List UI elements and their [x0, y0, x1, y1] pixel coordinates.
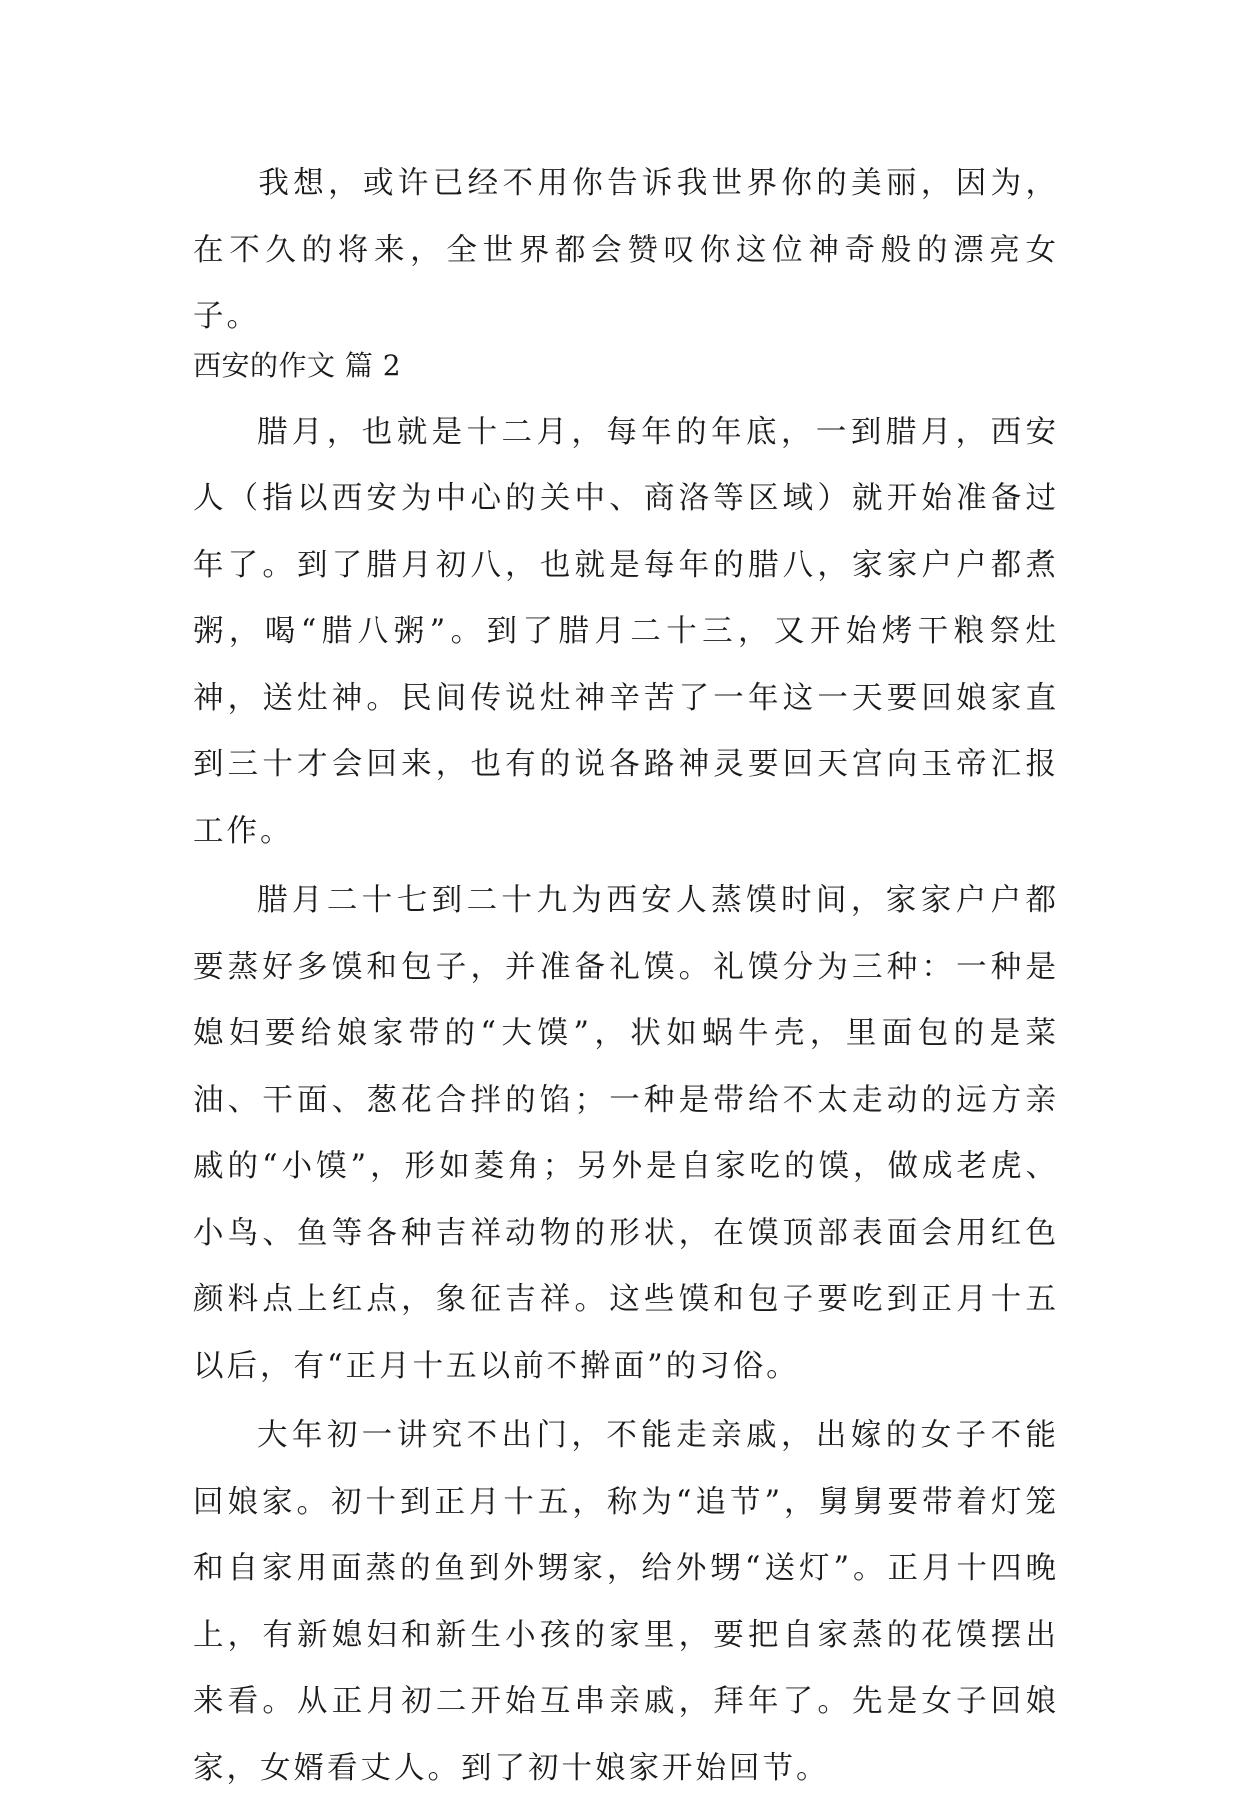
section-title: 西安的作文 篇 2 [193, 349, 402, 382]
paragraph-2: 腊月二十七到二十九为西安人蒸馍时间，家家户户都要蒸好多馍和包子，并准备礼馍。礼馍分为三种：一种是媳妇要给娘家带的“大馍”，状如蜗牛壳，里面包的是菜油、干面、葱花合拌的馅；一种是带给不太走动的远方亲戚的“小馍”，形如菱角；另外是自家吃的馍，做成老虎、小鸟、鱼等各种吉祥动物的形状，在馍顶部表面会用红色颜料点上红点，象征吉祥。这些馍和包子要吃到正月十五以后，有“正月十五以前不擀面”的习俗。 [193, 883, 1059, 1384]
essay-section [193, 333, 1059, 1802]
intro-paragraph [193, 151, 1059, 351]
paragraph-3: 大年初一讲究不出门，不能走亲戚，出嫁的女子不能回娘家。初十到正月十五，称为“追节”，舅舅要带着灯笼和自家用面蒸的鱼到外甥家，给外甥“送灯”。正月十四晚上，有新媳妇和新生小孩的家里，要把自家蒸的花馍摆出来看。从正月初二开始互串亲戚，拜年了。先是女子回娘家，女婿看丈人。到了初十娘家开始回节。 [193, 1418, 1059, 1786]
intro-paragraph-text: 我想，或许已经不用你告诉我世界你的美丽，因为，在不久的将来，全世界都会赞叹你这位神奇般的漂亮女子。 [193, 166, 1059, 334]
paragraph-1: 腊月，也就是十二月，每年的年底，一到腊月，西安人（指以西安为中心的关中、商洛等区域）就开始准备过年了。到了腊月初八，也就是每年的腊八，家家户户都煮粥，喝“腊八粥”。到了腊月二十三，又开始烤干粮祭灶神，送灶神。民间传说灶神辛苦了一年这一天要回娘家直到三十才会回来，也有的说各路神灵要回天宫向玉帝汇报工作。 [193, 414, 1059, 849]
